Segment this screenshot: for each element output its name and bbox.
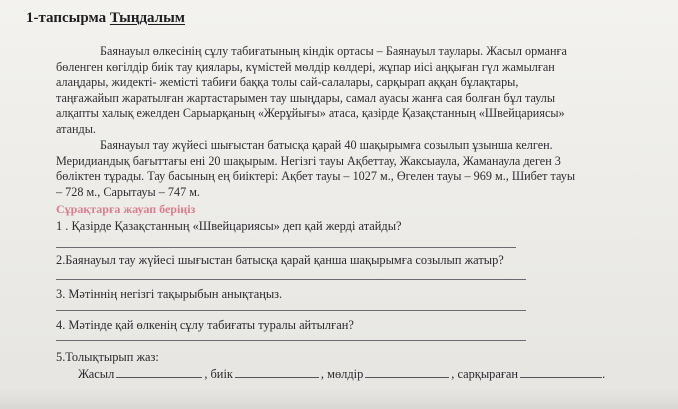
answer-line-2[interactable] [56,279,526,280]
paragraph-line: бөліктен тұрады. Тау басының ең биіктері: Ақбет тауы – 1027 м., Өгелен тауы – 969 м., Шибет тауы [56,169,576,184]
task-number: 1-тапсырма [26,10,107,26]
paragraph-line: Меридиандық бағыттағы ені 20 шақырым. Негізгі тауы Ақбеттау, Жаксыаула, Жаманаула деген 3 [56,153,561,168]
task-type: Тыңдалым [109,10,186,26]
task-title [26,10,185,27]
page-shadow [0,389,678,409]
answer-line-1[interactable] [56,247,516,248]
paragraph-line: – 728 м., Сарытауы – 747 м. [56,184,200,199]
fill-word-2: , биік [204,367,233,381]
paragraph-line: Баянауыл өлкесінің сұлу табиғатының кіндік ортасы – Баянауыл таулары. Жасыл орманға [100,44,567,58]
fill-in-row [76,366,605,382]
fill-blank-4[interactable] [520,366,602,378]
paragraph-line: атанды. [56,121,96,136]
fill-end: . [602,367,606,381]
fill-blank-3[interactable] [365,366,449,378]
fill-blank-1[interactable] [116,366,202,378]
question-2: 2.Баянауыл тау жүйесі шығыстан батысқа қарай қанша шақырымға созылып жатыр? [56,253,504,267]
question-1: 1 . Қазірде Қазақстанның «Швейцариясы» деп қай жерді атайды? [56,219,402,233]
paragraph-line: алаңдары, жидекті- жемісті табиғи баққа толы сай-салалары, сарқырап аққан бұлақтары, [56,75,519,90]
answer-line-4[interactable] [56,340,526,341]
question-3: 3. Мәтіннің негізгі тақырыбын анықтаңыз. [56,287,283,301]
paragraph-line: таңғажайып жаратылған жартастарымен тау шыңдары, самал ауасы жанға сая болған бұл таулы [56,90,556,105]
paragraph-line: алқапты халық ежелден Сарыарқаның «Жерұйығы» атаса, қазірде Қазақстанның «Швейцариясы» [56,106,565,121]
fill-word-4: , сарқыраған [451,367,519,381]
paragraph-line: Баянауыл тау жүйесі шығыстан батысқа қарай 40 шақырымға созылып ұзынша келген. [100,138,553,152]
fill-word-3: , мөлдір [320,367,364,381]
reading-paragraph-2 [56,138,670,200]
fill-blank-2[interactable] [235,366,319,378]
answer-line-3[interactable] [56,310,526,311]
questions-heading: Сұрақтарға жауап беріңіз [56,202,196,216]
paragraph-line: бөленген көгілдір биік тау қиялары, күмістей мөлдір көлдері, жұпар иісі аңқыған гүл жамылған [56,59,555,74]
fill-word-1: Жасыл [78,367,115,381]
question-4: 4. Мәтінде қай өлкенің сұлу табиғаты туралы айтылған? [56,318,354,332]
question-5: 5.Толықтырып жаз: [56,350,159,364]
reading-paragraph-1 [56,44,670,138]
